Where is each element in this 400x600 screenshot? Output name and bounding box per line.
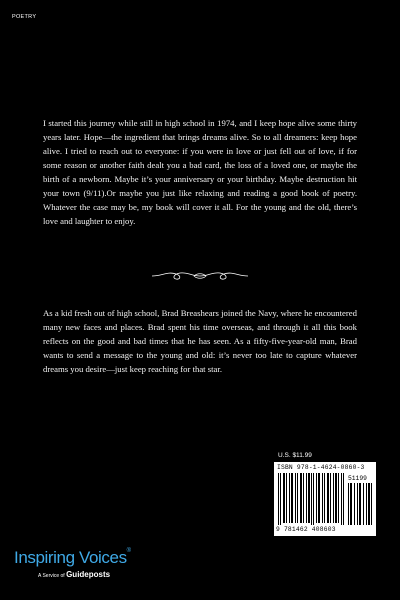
parent-publisher: Guideposts xyxy=(66,570,111,579)
barcode-block xyxy=(274,462,376,536)
author-bio: As a kid fresh out of high school, Brad Breashears joined the Navy, where he encountered many new faces and places. Brad spent his time overseas, and through it all this book reflects on the good and bad times that he has seen. As a fifty-five-year-old man, Brad wants to send a message to the young and old: it’s never too late to capture whatever dreams you desire—just keep reaching for that star. xyxy=(43,308,357,374)
ornamental-divider xyxy=(150,268,250,284)
supplement-digits: 51199 xyxy=(348,475,367,482)
publisher-name: Inspiring Voices® xyxy=(14,548,131,567)
publisher-logo xyxy=(14,548,164,588)
genre-label: POETRY xyxy=(12,14,37,20)
barcode-number: 9 781462 408603 xyxy=(276,526,336,533)
isbn-text: ISBN 978-1-4624-0860-3 xyxy=(277,464,365,471)
price-label: U.S. $11.99 xyxy=(278,452,312,459)
barcode-bars xyxy=(274,462,376,536)
publisher-tagline: A Service of Guideposts xyxy=(38,570,111,579)
trademark-symbol: ® xyxy=(126,548,131,554)
book-description: I started this journey while still in high school in 1974, and I keep hope alive some thirty years later. Hope—the ingredient that brings dreams alive. So to all dreamers: keep hope alive. I tried to reach out to everyone: if you were in love or just fell out of love, if for some reason or another faith dealt you a bad card, the loss of a loved one, or maybe the birth of a newborn. Maybe it’s your anniversary or your birthday. Maybe destruction hit your town (9/11).Or maybe you just like relaxing and reading a good book of poetry. Whatever the case may be, my book will cover it all. For the young and the old, there’s love and laughter to enjoy. xyxy=(43,118,357,226)
